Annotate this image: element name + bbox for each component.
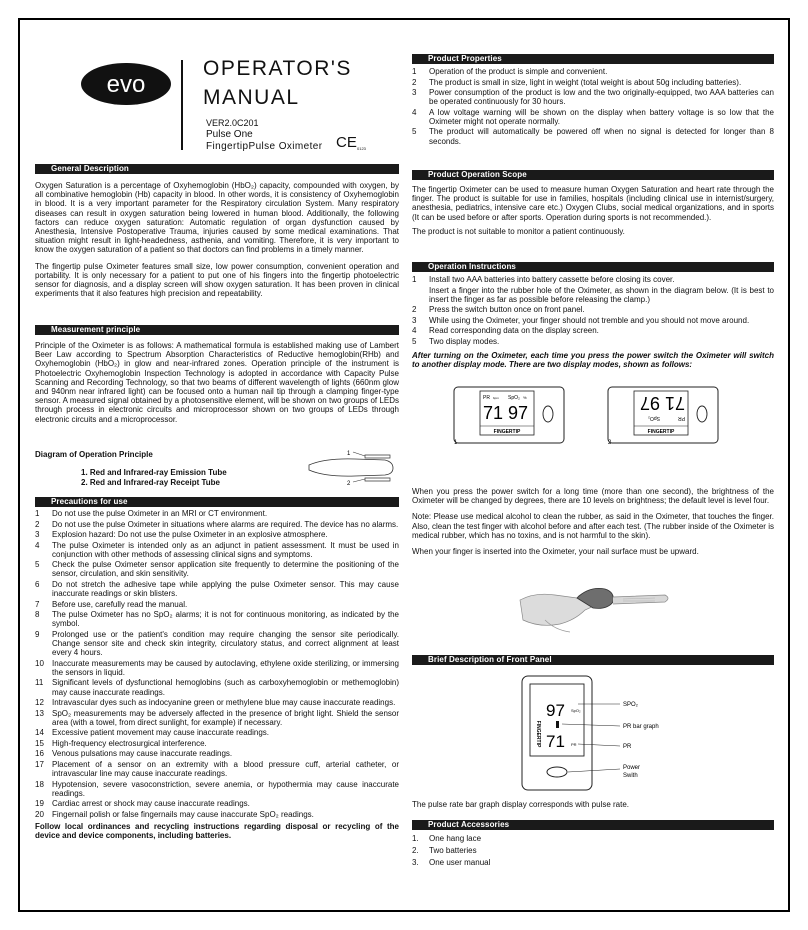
precaution-item-number: 8 (35, 610, 40, 620)
mode2-pr-label: PR (678, 415, 685, 421)
label-power: Power (623, 765, 641, 771)
precaution-item-number: 9 (35, 629, 40, 639)
precaution-item (35, 678, 399, 696)
precaution-item-number: 13 (35, 708, 44, 718)
instructions-list (412, 275, 774, 346)
diagram-item-2: 2. Red and Infrared-ray Receipt Tube (81, 478, 220, 487)
accessories-list (412, 834, 774, 868)
instruction-item (412, 275, 774, 284)
mode2-brand: FINGERTIP (647, 429, 675, 435)
precaution-item-text: Explosion hazard: Do not use the pulse Oximeter in an explosive atmosphere. (52, 530, 328, 539)
accessory-item-number: 2. (412, 846, 419, 856)
finger-outline (309, 459, 393, 476)
precaution-item (35, 509, 399, 518)
precaution-item-text: Placement of a sensor on an extremity with a blood pressure cuff, arterial catheter, or intravascular line may cause inaccurate readings. (52, 759, 399, 779)
property-item (412, 127, 774, 145)
display-mode-1 (454, 387, 564, 446)
precaution-item-text: Cardiac arrest or shock may cause inaccurate readings. (52, 799, 250, 809)
precaution-item (35, 749, 399, 758)
measurement-heading: Measurement principle (35, 325, 399, 335)
display-modes (452, 386, 752, 446)
property-item (412, 67, 774, 76)
property-item-number: 2 (412, 77, 417, 87)
precaution-item-number: 18 (35, 779, 44, 789)
evo-logo (80, 62, 172, 106)
property-item-text: Power consumption of the product is low and the two originally-equipped, two AAA batteries can be operated continuously for 30 hours. (429, 88, 774, 107)
precaution-item-text: Hypotension, severe vasoconstriction, severe anemia, or hypothermia may cause inaccurate readings. (52, 779, 399, 798)
property-item-number: 3 (412, 88, 417, 97)
diagram-label-2: 2 (347, 481, 351, 486)
mode1-pr-label: PR (483, 395, 490, 401)
instructions-heading: Operation Instructions (412, 262, 774, 272)
version: VER2.0C201 (206, 118, 259, 128)
precaution-item (35, 630, 399, 658)
cleaning-note: Note: Please use medical alcohol to clean the rubber, as said in the Oximeter, that touches the finger. Also, clean the test finger with alcohol before and after each test. (The rubber inside of the Oximeter is medical rubber, which has no toxins, and is not harmful to the skin). (412, 512, 774, 540)
precaution-item-number: 15 (35, 738, 44, 748)
instruction-item-number (412, 286, 429, 304)
instruction-item (412, 305, 774, 314)
precaution-item-text: The pulse Oximeter is intended only as an adjunct in patient assessment. It must be used in conjunction with other methods of assessing clinical signs and symptoms. (52, 540, 399, 559)
precautions-heading: Precautions for use (35, 497, 399, 507)
instruction-item-number: 3 (412, 315, 417, 325)
precaution-item-number: 19 (35, 799, 44, 809)
precaution-item (35, 560, 399, 578)
precaution-item-number: 14 (35, 728, 44, 738)
product-name: FingertipPulse Oximeter (206, 141, 323, 152)
precaution-item (35, 520, 399, 529)
precaution-item-number: 12 (35, 698, 44, 708)
diagram-title: Diagram of Operation Principle (35, 450, 153, 459)
accessory-item-number: 3. (412, 858, 419, 868)
mode1-pr-value: 71 (483, 403, 504, 423)
precaution-item-text: Do not use the pulse Oximeter in an MRI or CT environment. (52, 509, 268, 518)
instructions-note: After turning on the Oximeter, each time you press the power switch the Oximeter will switch to another display mode. There are two display modes, shown as follows: (412, 350, 774, 370)
panel-spo2-value: 97 (546, 701, 565, 720)
precaution-item-number: 2 (35, 519, 40, 529)
precaution-item-number: 17 (35, 759, 44, 769)
nail-note: When your finger is inserted into the Oximeter, your nail surface must be upward. (412, 547, 699, 557)
precaution-item (35, 780, 399, 798)
label-spo2: SPO₂ (623, 702, 638, 708)
precaution-item-number: 16 (35, 749, 44, 759)
precaution-item-text: High-frequency electrosurgical interference. (52, 738, 207, 748)
mode2-spo2-value: 97 (639, 393, 660, 413)
precaution-item (35, 760, 399, 778)
precautions-list (35, 509, 399, 819)
instruction-item-number: 2 (412, 305, 417, 315)
precaution-item-number: 3 (35, 530, 40, 539)
label-bar-graph: PR bar graph (623, 724, 659, 730)
precaution-item-text: Do not stretch the adhesive tape while applying the pulse Oximeter sensor. This may cause inaccurate readings or skin blisters. (52, 579, 399, 599)
property-item-text: The product is small in size, light in weight (total weight is about 50g including batteries). (429, 77, 742, 87)
operation-diagram (305, 448, 400, 486)
precaution-item-text: Intravascular dyes such as indocyanine green or methylene blue may cause inaccurate readings. (52, 698, 396, 708)
precaution-item (35, 799, 399, 808)
accessory-item-text: Two batteries (429, 846, 477, 856)
precaution-item-text: Prolonged use or the patient's condition may require changing the sensor site periodically. Change sensor site and check skin integrity, circulatory status, and correct alignment at least every 4 hours. (52, 629, 399, 658)
mode1-brand: FINGERTIP (493, 429, 521, 435)
property-item-number: 4 (412, 107, 417, 117)
precaution-item-text: Excessive patient movement may cause inaccurate readings. (52, 728, 269, 738)
scope-heading: Product Operation Scope (412, 170, 774, 180)
front-panel-heading: Brief Description of Front Panel (412, 655, 774, 665)
precaution-item-number: 1 (35, 509, 40, 518)
measurement-p1: Principle of the Oximeter is as follows: A mathematical formula is established making use of Lambert Beer Law according to Spectrum Absorption Characteristics of Reductive hemoglobin(RHb) and Oxyhemoglobin (HbO₂) in glow and near-infrared zones. Operation principle of the instrument is Photoelectric Oxyhemoglobin Inspection Technology is adopted in accordance with Capacity Pulse Scanning and Recording Technology, so that two beams of different wavelength of lights (660nm glow and 940nm near infrared light) can be focused onto a human nail tip through a clamping finger-type sensor. A measured signal obtained by a photosensitive element, will be shown on two groups of LEDs through process in electronic circuits and microprocessor shown on two groups of LEDs through electronic circuits and a microprocessor. (35, 341, 399, 424)
label-pr: PR (623, 744, 632, 750)
mode1-label: 1 (454, 440, 458, 446)
property-item-text: Operation of the product is simple and convenient. (429, 67, 608, 76)
accessory-item (412, 846, 774, 855)
display-mode-2 (608, 387, 718, 446)
front-panel-diagram (520, 674, 700, 794)
precaution-item-text: Before use, carefully read the manual. (52, 599, 188, 609)
precaution-item-number: 5 (35, 560, 40, 570)
precaution-item-text: Do not use the pulse Oximeter in situations where alarms are required. The device has no alarms. (52, 519, 399, 529)
instruction-item-text: Press the switch button once on front panel. (429, 305, 585, 315)
precaution-item-text: Significant levels of dysfunctional hemoglobins (such as carboxyhemoglobin or methemoglobin) may cause inaccurate readings. (52, 678, 399, 697)
properties-list (412, 67, 774, 146)
front-panel-caption: The pulse rate bar graph display corresponds with pulse rate. (412, 800, 630, 809)
instruction-item-number: 5 (412, 336, 417, 346)
instruction-item (412, 316, 774, 325)
mode1-bpm-label: bpm (493, 396, 499, 400)
precaution-item-text: Venous pulsations may cause inaccurate readings. (52, 749, 233, 759)
precaution-item-number: 7 (35, 599, 40, 609)
accessory-item (412, 858, 774, 867)
header-divider (181, 60, 183, 150)
hand-illustration (515, 580, 675, 640)
accessory-item-text: One hang lace (429, 834, 482, 843)
properties-heading: Product Properties (412, 54, 774, 64)
precaution-item (35, 580, 399, 598)
panel-spo2-label: SpO₂ (571, 708, 581, 713)
receipt-tube (365, 478, 390, 481)
instruction-item-number: 4 (412, 326, 417, 336)
instruction-item-text: Install two AAA batteries into battery cassette before closing its cover. (429, 275, 675, 284)
precaution-item-text: Check the pulse Oximeter sensor application site frequently to determine the positioning of the sensor, circulation, and skin sensitivity. (52, 560, 399, 579)
instruction-item (412, 337, 774, 346)
logo (80, 62, 172, 106)
mode2-pr-value: 71 (664, 393, 685, 413)
panel-brand: FINGERTIP (535, 720, 541, 748)
logo-text: evo (106, 71, 146, 98)
precaution-item (35, 600, 399, 609)
precaution-item (35, 541, 399, 559)
panel-pr-value: 71 (546, 732, 565, 751)
precaution-item (35, 709, 399, 727)
precaution-item-number: 11 (35, 678, 44, 688)
finger-shape (613, 595, 668, 604)
title-line2: MANUAL (203, 86, 300, 109)
model: Pulse One (206, 129, 253, 140)
precaution-item (35, 810, 399, 819)
precaution-item-number: 6 (35, 579, 40, 589)
mode2-label: 2 (608, 440, 612, 446)
diagram-item-1: 1. Red and Infrared-ray Emission Tube (81, 468, 227, 477)
property-item (412, 88, 774, 106)
mode1-pct-label: % (523, 395, 527, 400)
emission-tube (365, 455, 390, 458)
property-item-text: The product will automatically be powered off when no signal is detected for longer than 8 seconds. (429, 127, 774, 146)
precaution-item-text: Inaccurate measurements may be caused by autoclaving, ethylene oxide sterilizing, or immersing the sensors in liquid. (52, 658, 399, 677)
precaution-item (35, 728, 399, 737)
instruction-item-text: Two display modes. (429, 336, 500, 346)
panel-pr-bar (556, 721, 559, 728)
instruction-item-text: Read corresponding data on the display screen. (429, 326, 599, 336)
precaution-item (35, 659, 399, 677)
property-item (412, 108, 774, 126)
diagram-label-1: 1 (347, 451, 351, 457)
accessories-heading: Product Accessories (412, 820, 774, 830)
precaution-item (35, 739, 399, 748)
ce-mark: CE (336, 134, 357, 151)
accessory-item-text: One user manual (429, 858, 491, 868)
precaution-item (35, 698, 399, 707)
precaution-item-text: Fingernail polish or false fingernails may cause inaccurate SpO₂ readings. (52, 809, 314, 819)
scope-p1: The fingertip Oximeter can be used to measure human Oxygen Saturation and heart rate through the finger. The product is suitable for use in families, hospitals (including clinical use in internist/surgery, anesthesia, pediatrics, intensive care etc.) Oxygen Clubs, social medical organizations, and in sports (It can be used before or after sports. Operation during sports is not recommended.). (412, 185, 774, 222)
property-item-number: 5 (412, 127, 417, 137)
brightness-text: When you press the power switch for a long time (more than one second), the brightness of the Oximeter will be changed by degrees, there are 10 levels on brightness; the default level is level four. (412, 487, 774, 506)
mode1-spo2-label: SpO₂ (508, 395, 520, 401)
precaution-item-number: 10 (35, 658, 44, 668)
precaution-item-number: 4 (35, 540, 40, 550)
accessory-item (412, 834, 774, 843)
instruction-item-text: Insert a finger into the rubber hole of the Oximeter, as shown in the diagram below. (It is best to insert the finger as far as possible before releasing the clamp.) (429, 285, 774, 304)
accessory-item-number: 1. (412, 834, 419, 843)
instruction-item-text: While using the Oximeter, your finger should not tremble and you should not move around. (429, 315, 750, 325)
precaution-item-number: 20 (35, 809, 44, 819)
precaution-item-text: The pulse Oximeter has no SpO₂ alarms; it is not for continuous monitoring, as indicated by the symbol. (52, 610, 399, 629)
mode2-spo2-label: SpO₂ (648, 415, 660, 421)
instruction-item (412, 326, 774, 335)
property-item-text: A low voltage warning will be shown on the display when battery voltage is so low that the Oximeter might not operate normally. (429, 107, 774, 126)
general-heading: General Description (35, 164, 399, 174)
property-item (412, 78, 774, 87)
precaution-item (35, 530, 399, 539)
property-item-number: 1 (412, 67, 417, 76)
title-line1: OPERATOR'S (203, 57, 352, 80)
panel-pr-label: PR (571, 742, 577, 747)
mode1-spo2-value: 97 (508, 403, 529, 423)
label-switch: Swith (623, 773, 638, 779)
scope-p2: The product is not suitable to monitor a patient continuously. (412, 226, 625, 236)
instruction-item-number: 1 (412, 275, 417, 284)
ce-number: 0123 (357, 146, 366, 151)
general-p1: Oxygen Saturation is a percentage of Oxyhemoglobin (HbO₂) capacity, compounded with oxygen, by all combinative hemoglobin (Hb) capacity in blood. In other words, it is consistency of Oxyhemoglobin in blood. It is a very important parameter for the Respiratory circulation System. Many respiratory diseases can result in oxygen saturation being lowered in human blood. Additionally, the following factors can reduce oxygen saturation: Automatic regulation of organ dysfunction caused by Anesthesia, Intensive Postoperative Trauma, injuries caused by some medical examinations. That situation might result in light-headedness, asthenia, and vomiting. Therefore, it is very important to know the oxygen saturation of a patient so that doctors can find problems in a timely manner. (35, 181, 399, 255)
general-p2: The fingertip pulse Oximeter features small size, low power consumption, convenient operation and portability. It is only necessary for a patient to put one of his fingers into the fingertip photoelectric sensor for diagnosis, and a display screen will show oxygen saturation. It has been proven in clinical experiments that it also features high precision and repeatability. (35, 261, 399, 299)
precaution-item (35, 610, 399, 628)
precautions-footer: Follow local ordinances and recycling instructions regarding disposal or recycling of the device and device components, including batteries. (35, 821, 399, 841)
precaution-item-text: SpO₂ measurements may be adversely affected in the presence of bright light. Shield the sensor area (with a towel, from direct sunlight, for example) if necessary. (52, 708, 399, 727)
instruction-item (412, 286, 774, 304)
